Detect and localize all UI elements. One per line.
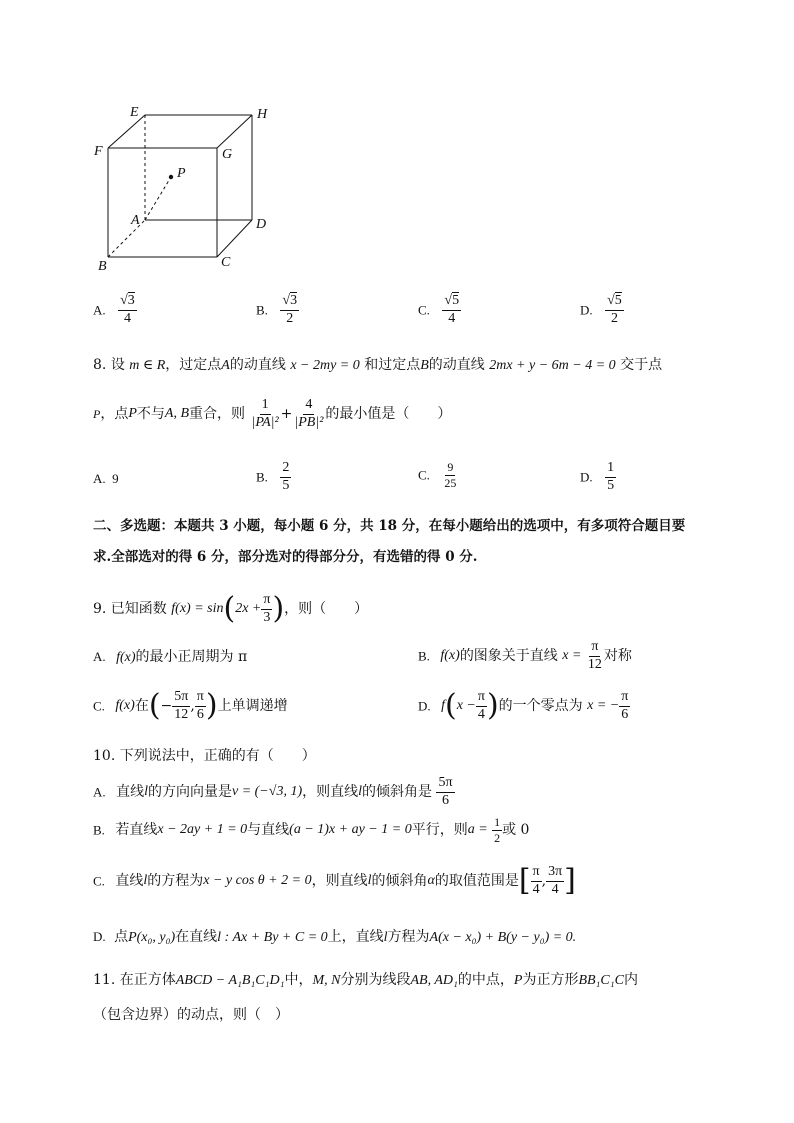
point-P (169, 175, 173, 179)
q8-option-b[interactable]: B. $\frac{2}{5}$ (256, 460, 290, 493)
q10-option-b[interactable]: B. 若直线x − 2ay + 1 = 0与直线(a − 1)x + ay − 1 = 0平行，则a = $\frac{1}{2}$ 或 0 (93, 815, 530, 845)
label-A: A (131, 213, 140, 228)
fraction: $\frac{4}{\text{|PB|²}}$ (294, 397, 324, 430)
q8-line2: P，点P不与A, B重合，则 $\frac{1}{\text{|PA|²}}$ + $\frac{4}{\text{|PB|²}}$ 的最小值是（ ） (93, 397, 452, 430)
label-C: C (221, 255, 231, 270)
cube-figure (90, 100, 280, 275)
edge-FE (108, 115, 145, 148)
label-F: F (94, 144, 103, 159)
q7-option-b[interactable] (256, 294, 299, 326)
label-P: P (177, 166, 186, 181)
q8-option-a[interactable]: A. 9 (93, 471, 119, 486)
label-E: E (130, 105, 139, 120)
section-heading-line1: 二、多选题：本题共 3 小题，每小题 6 分，共 18 分，在每小题给出的选项中，有多项符合题目要 (93, 518, 686, 534)
label-G: G (222, 147, 233, 162)
q10-option-d[interactable]: D. 点P(x₀, y₀)在直线l : Ax + By + C = 0上，直线l方程为A(x − x₀) + B(y − y₀) = 0. (93, 929, 577, 945)
q9-option-c[interactable]: C. f(x)在(− $\frac{5\pi}{12}$ , $\frac{\pi}{6}$ )上单调递增 (93, 688, 288, 724)
segment-AP (145, 177, 171, 220)
q8-option-d[interactable]: D. $\frac{1}{5}$ (580, 460, 615, 493)
q10-option-a[interactable]: A. 直线l的方向向量是v = (−√3, 1)，则直线l的倾斜角是 $\frac{5\pi}{6}$ (93, 775, 453, 808)
fraction: $\frac{√5}{2}$ (607, 293, 622, 326)
q9-option-a[interactable]: A. f(x)的最小正周期为 π (93, 649, 248, 665)
q11-line2: （包含边界）的动点，则（ ） (93, 1007, 289, 1023)
option-letter: A. (93, 302, 106, 318)
q7-option-c[interactable] (418, 294, 461, 326)
option-letter: B. (256, 302, 268, 318)
fraction: $\frac{√5}{4}$ (444, 293, 460, 326)
q8-line1: 8. 设 m ∈ R，过定点A的动直线 x − 2my = 0 和过定点B的动直线 2mx + y − 6m − 4 = 0 交于点 (93, 357, 663, 373)
q7-option-d[interactable] (580, 294, 624, 326)
section-heading-line2: 求.全部选对的得 6 分，部分选对的得部分分，有选错的得 0 分. (93, 549, 478, 565)
q8-option-c[interactable]: C. $\frac{9}{25}$ (418, 460, 457, 490)
q10-option-c[interactable]: C. 直线l的方程为x − y cos θ + 2 = 0，则直线l的倾斜角α的取值范围是[ $\frac{\pi}{4}$ , $\frac{3\pi}{4}$ ] (93, 863, 576, 899)
q10-stem: 10. 下列说法中，正确的有（ ） (93, 748, 316, 764)
fraction: $\frac{√3}{4}$ (120, 293, 135, 326)
option-letter: D. (580, 302, 593, 318)
label-H: H (257, 107, 268, 122)
q7-option-a[interactable] (93, 294, 137, 326)
fraction: $\frac{1}{\text{|PA|²}}$ (251, 397, 279, 430)
option-letter: C. (418, 302, 430, 318)
q9-stem: 9. 已知函数 f(x) = sin(2x + $\frac{\pi}{3}$ )，则（ ） (93, 591, 369, 627)
q11-line1: 11. 在正方体ABCD − A₁B₁C₁D₁中，M, N分别为线段AB, AD₁的中点，P为正方形BB₁C₁C内 (93, 972, 638, 988)
edge-CD (217, 220, 252, 257)
edge-GH (217, 115, 252, 148)
q9-option-b[interactable]: B. f(x)的图象关于直线 x = $\frac{\pi}{12}$ 对称 (418, 639, 632, 672)
fraction: $\frac{√3}{2}$ (282, 293, 298, 326)
label-B: B (98, 259, 107, 274)
q9-option-d[interactable]: D. f(x − $\frac{\pi}{4}$ )的一个零点为 x = − $\frac{\pi}{6}$ (418, 688, 629, 724)
label-D: D (256, 217, 267, 232)
